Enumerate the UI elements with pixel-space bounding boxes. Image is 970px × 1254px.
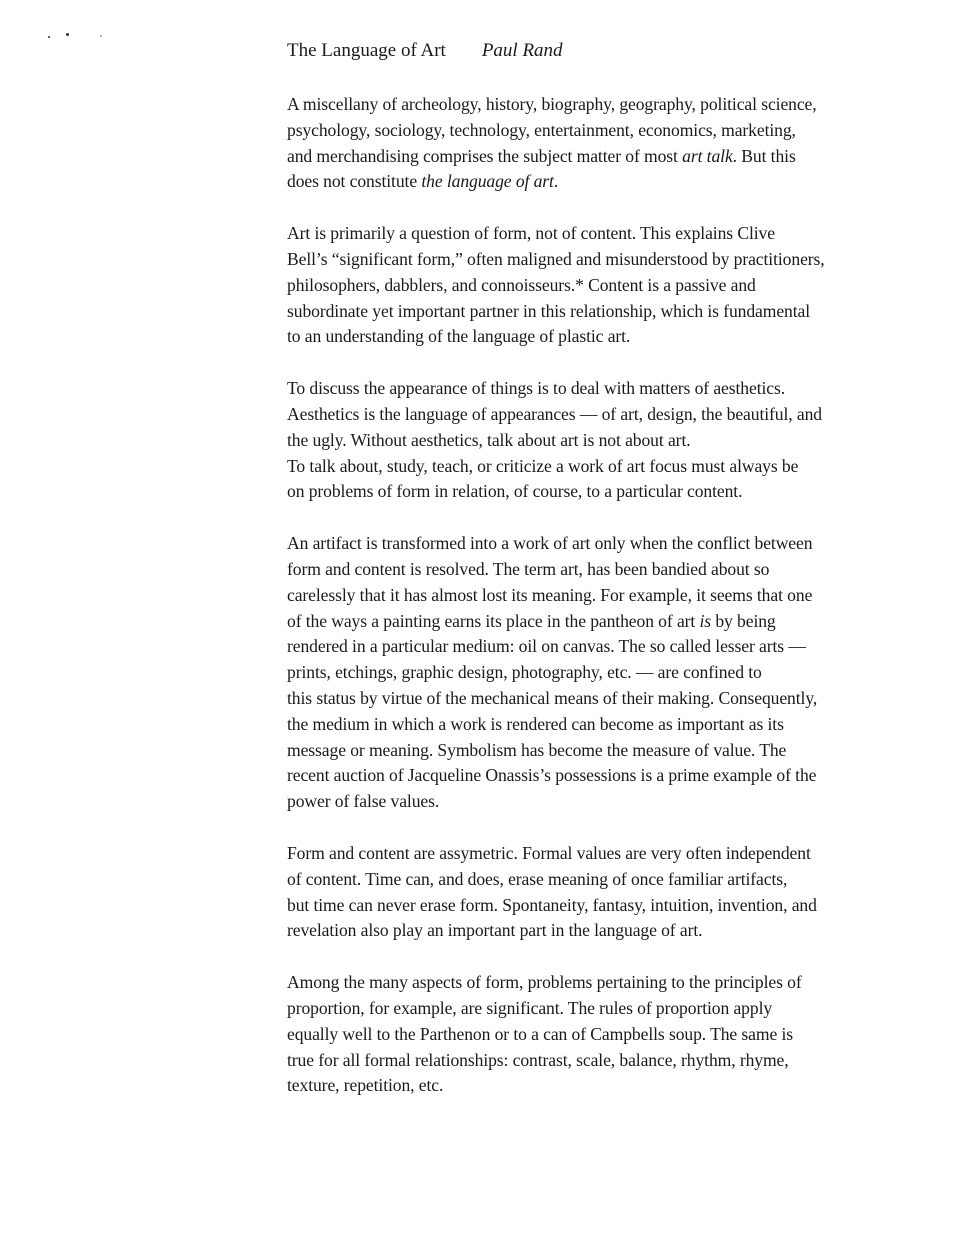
text-run: . But this <box>732 145 796 166</box>
text-run: of the ways a painting earns its place in the pantheon of art <box>287 610 700 631</box>
text-line <box>287 1048 927 1074</box>
paragraph <box>287 970 927 1099</box>
text-line <box>287 634 927 660</box>
text-line <box>287 428 927 454</box>
text-run: power of false values. <box>287 791 440 812</box>
text-line <box>287 376 927 402</box>
text-run: To talk about, study, teach, or criticize a work of art focus must always be <box>287 455 799 476</box>
text-line <box>287 660 927 686</box>
text-run: but time can never erase form. Spontaneity, fantasy, intuition, invention, and <box>287 894 817 915</box>
text-run: Aesthetics is the language of appearances — of art, design, the beautiful, and <box>287 403 822 424</box>
text-run: does not constitute <box>287 171 422 192</box>
text-line <box>287 686 927 712</box>
text-line <box>287 996 927 1022</box>
text-run: the ugly. Without aesthetics, talk about art is not about art. <box>287 429 691 450</box>
text-line <box>287 144 927 170</box>
scan-speck <box>66 33 69 36</box>
document-page <box>287 38 927 1125</box>
italic-phrase: is <box>699 610 712 631</box>
text-run: and merchandising comprises the subject matter of most <box>287 145 683 166</box>
text-line <box>287 402 927 428</box>
text-line <box>287 557 927 583</box>
text-line <box>287 247 927 273</box>
text-run: Form and content are assymetric. Formal values are very often independent <box>287 842 811 863</box>
text-run: this status by virtue of the mechanical means of their making. Consequently, <box>287 687 818 708</box>
italic-phrase: art talk <box>682 145 733 166</box>
text-line <box>287 118 927 144</box>
text-run: psychology, sociology, technology, entertainment, economics, marketing, <box>287 119 796 140</box>
text-run: of content. Time can, and does, erase meaning of once familiar artifacts, <box>287 868 788 889</box>
scan-speck <box>48 36 50 38</box>
text-line <box>287 1073 927 1099</box>
text-run: . <box>553 171 559 192</box>
text-run: prints, etchings, graphic design, photography, etc. — are confined to <box>287 662 762 683</box>
text-line <box>287 531 927 557</box>
text-run: Among the many aspects of form, problems pertaining to the principles of <box>287 972 802 993</box>
text-line <box>287 738 927 764</box>
text-run: revelation also play an important part in the language of art. <box>287 920 703 941</box>
paragraph <box>287 92 927 195</box>
text-run: to an understanding of the language of plastic art. <box>287 326 631 347</box>
text-line <box>287 454 927 480</box>
text-run: An artifact is transformed into a work of art only when the conflict between <box>287 533 813 554</box>
text-line <box>287 221 927 247</box>
text-line <box>287 1022 927 1048</box>
running-header <box>287 38 927 64</box>
text-line <box>287 712 927 738</box>
text-run: rendered in a particular medium: oil on canvas. The so called lesser arts — <box>287 636 806 657</box>
text-run: on problems of form in relation, of course, to a particular content. <box>287 481 743 502</box>
text-line <box>287 970 927 996</box>
text-run: texture, repetition, etc. <box>287 1075 444 1096</box>
text-run: by being <box>711 610 776 631</box>
text-run: message or meaning. Symbolism has become the measure of value. The <box>287 739 787 760</box>
text-line <box>287 867 927 893</box>
text-line <box>287 479 927 505</box>
paragraph <box>287 221 927 350</box>
document-title: The Language of Art <box>287 40 446 61</box>
paragraph <box>287 531 927 815</box>
text-run: Art is primarily a question of form, not of content. This explains Clive <box>287 223 775 244</box>
text-run: form and content is resolved. The term art, has been bandied about so <box>287 558 770 579</box>
scan-speck <box>100 35 102 37</box>
text-line <box>287 609 927 635</box>
text-line <box>287 92 927 118</box>
text-run: true for all formal relationships: contrast, scale, balance, rhythm, rhyme, <box>287 1049 789 1070</box>
text-run: philosophers, dabblers, and connoisseurs.* Content is a passive and <box>287 274 756 295</box>
text-run: recent auction of Jacqueline Onassis’s possessions is a prime example of the <box>287 765 817 786</box>
text-line <box>287 169 927 195</box>
text-run: the medium in which a work is rendered can become as important as its <box>287 713 784 734</box>
text-line <box>287 789 927 815</box>
text-run: A miscellany of archeology, history, biography, geography, political science, <box>287 94 817 114</box>
text-run: proportion, for example, are significant. The rules of proportion apply <box>287 997 773 1018</box>
paragraph <box>287 376 927 505</box>
author-name: Paul Rand <box>481 40 563 61</box>
text-line <box>287 299 927 325</box>
text-line <box>287 918 927 944</box>
italic-phrase: the language of art <box>421 171 554 192</box>
text-line <box>287 273 927 299</box>
text-run: subordinate yet important partner in this relationship, which is fundamental <box>287 300 811 321</box>
text-run: carelessly that it has almost lost its meaning. For example, it seems that one <box>287 584 813 605</box>
text-line <box>287 583 927 609</box>
text-run: Bell’s “significant form,” often maligned and misunderstood by practitioners, <box>287 248 825 269</box>
text-line <box>287 893 927 919</box>
text-run: To discuss the appearance of things is to deal with matters of aesthetics. <box>287 378 786 399</box>
text-run: equally well to the Parthenon or to a can of Campbells soup. The same is <box>287 1023 794 1044</box>
text-line <box>287 841 927 867</box>
body-text <box>287 92 927 1099</box>
scan-artifacts <box>40 30 140 50</box>
text-line <box>287 763 927 789</box>
paragraph <box>287 841 927 944</box>
text-line <box>287 324 927 350</box>
